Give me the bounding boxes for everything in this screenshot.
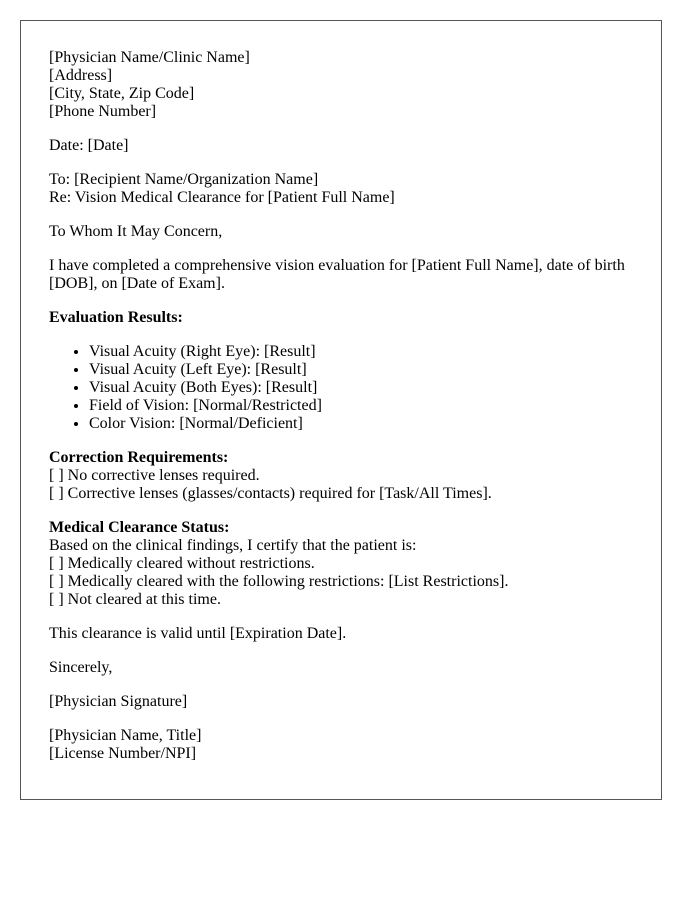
clearance-option: [ ] Medically cleared without restrictions. — [49, 555, 315, 572]
list-item: • Color Vision: [Normal/Deficient] — [89, 415, 633, 433]
recipient-block — [49, 171, 633, 207]
clearance-option: [ ] Medically cleared with the following restrictions: [List Restrictions]. — [49, 573, 509, 590]
sender-name: [Physician Name/Clinic Name] — [49, 49, 250, 66]
validity-line: This clearance is valid until [Expiration Date]. — [49, 625, 347, 642]
clearance-statement: Based on the clinical findings, I certify that the patient is: — [49, 537, 417, 554]
signer-name: [Physician Name, Title] — [49, 727, 202, 744]
evaluation-heading-text: Evaluation Results: — [49, 309, 183, 326]
clearance-heading: Medical Clearance Status: — [49, 519, 230, 536]
evaluation-heading — [49, 309, 633, 327]
list-item: • Field of Vision: [Normal/Restricted] — [89, 397, 633, 415]
clearance-section — [49, 519, 633, 609]
correction-option: [ ] No corrective lenses required. — [49, 467, 260, 484]
letter — [20, 20, 662, 800]
intro-paragraph: I have completed a comprehensive vision evaluation for [Patient Full Name], date of birth [DOB], on [Date of Exam]. — [49, 257, 625, 292]
clearance-option: [ ] Not cleared at this time. — [49, 591, 221, 608]
sender-block — [49, 49, 633, 121]
list-item: • Visual Acuity (Left Eye): [Result] — [89, 361, 633, 379]
sender-address: [Address] — [49, 67, 113, 84]
date-line: Date: [Date] — [49, 137, 129, 154]
salutation: To Whom It May Concern, — [49, 223, 223, 240]
signer-block — [49, 727, 633, 763]
re-line: Re: Vision Medical Clearance for [Patient Full Name] — [49, 189, 395, 206]
list-item: • Visual Acuity (Right Eye): [Result] — [89, 343, 633, 361]
signature: [Physician Signature] — [49, 693, 188, 710]
correction-heading: Correction Requirements: — [49, 449, 229, 466]
closing: Sincerely, — [49, 659, 113, 676]
evaluation-list — [49, 343, 633, 433]
correction-option: [ ] Corrective lenses (glasses/contacts) required for [Task/All Times]. — [49, 485, 492, 502]
list-item: • Visual Acuity (Both Eyes): [Result] — [89, 379, 633, 397]
signer-license: [License Number/NPI] — [49, 745, 197, 762]
sender-phone: [Phone Number] — [49, 103, 157, 120]
sender-city: [City, State, Zip Code] — [49, 85, 195, 102]
to-line: To: [Recipient Name/Organization Name] — [49, 171, 319, 188]
correction-section — [49, 449, 633, 503]
